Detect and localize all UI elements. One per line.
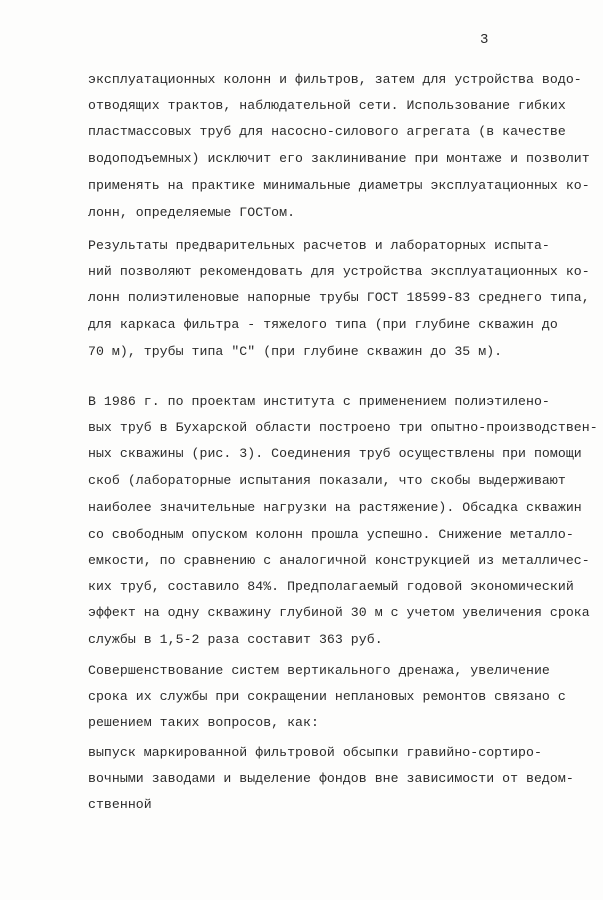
text-line: ных скважины (рис. 3). Соединения труб осуществлены при помощи bbox=[88, 446, 582, 461]
text-line: службы в 1,5-2 раза составит 363 руб. bbox=[88, 632, 383, 647]
text-line: выпуск маркированной фильтровой обсыпки гравийно-сортиро- bbox=[88, 745, 542, 760]
text-line: лонн полиэтиленовые напорные трубы ГОСТ 18599-83 среднего типа, bbox=[88, 290, 590, 305]
text-line: эффект на одну скважину глубиной 30 м с учетом увеличения срока bbox=[88, 605, 590, 620]
text-line: вочными заводами и выделение фондов вне зависимости от ведом- bbox=[88, 771, 574, 786]
text-line: со свободным опуском колонн прошла успешно. Снижение металло- bbox=[88, 527, 574, 542]
text-line: эксплуатационных колонн и фильтров, затем для устройства водо- bbox=[88, 72, 582, 87]
text-line: В 1986 г. по проектам института с применением полиэтилено- bbox=[88, 394, 550, 409]
text-line: емкости, по сравнению с аналогичной конструкцией из металличес- bbox=[88, 553, 590, 568]
text-line: Результаты предварительных расчетов и лабораторных испыта- bbox=[88, 238, 550, 253]
text-line: Совершенствование систем вертикального дренажа, увеличение bbox=[88, 663, 550, 678]
text-line: ственной bbox=[88, 797, 152, 812]
text-line: применять на практике минимальные диаметры эксплуатационных ко- bbox=[88, 178, 590, 193]
text-line: пластмассовых труб для насосно-силового агрегата (в качестве bbox=[88, 124, 566, 139]
text-line: скоб (лабораторные испытания показали, что скобы выдерживают bbox=[88, 473, 566, 488]
text-line: 70 м), трубы типа "С" (при глубине скважин до 35 м). bbox=[88, 344, 503, 359]
text-line: вых труб в Бухарской области построено три опытно-производствен- bbox=[88, 420, 598, 435]
page-number: 3 bbox=[480, 32, 489, 48]
text-line: для каркаса фильтра - тяжелого типа (при глубине скважин до bbox=[88, 317, 558, 332]
text-line: лонн, определяемые ГОСТом. bbox=[88, 205, 296, 220]
text-line: отводящих трактов, наблюдательной сети. Использование гибких bbox=[88, 98, 566, 113]
text-line: наиболее значительные нагрузки на растяжение). Обсадка скважин bbox=[88, 500, 582, 515]
text-line: ких труб, составило 84%. Предполагаемый годовой экономический bbox=[88, 579, 574, 594]
text-line: решением таких вопросов, как: bbox=[88, 715, 319, 730]
text-line: водоподъемных) исключит его заклинивание при монтаже и позволит bbox=[88, 151, 590, 166]
text-line: ний позволяют рекомендовать для устройства эксплуатационных ко- bbox=[88, 264, 590, 279]
text-line: срока их службы при сокращении неплановых ремонтов связано с bbox=[88, 689, 566, 704]
